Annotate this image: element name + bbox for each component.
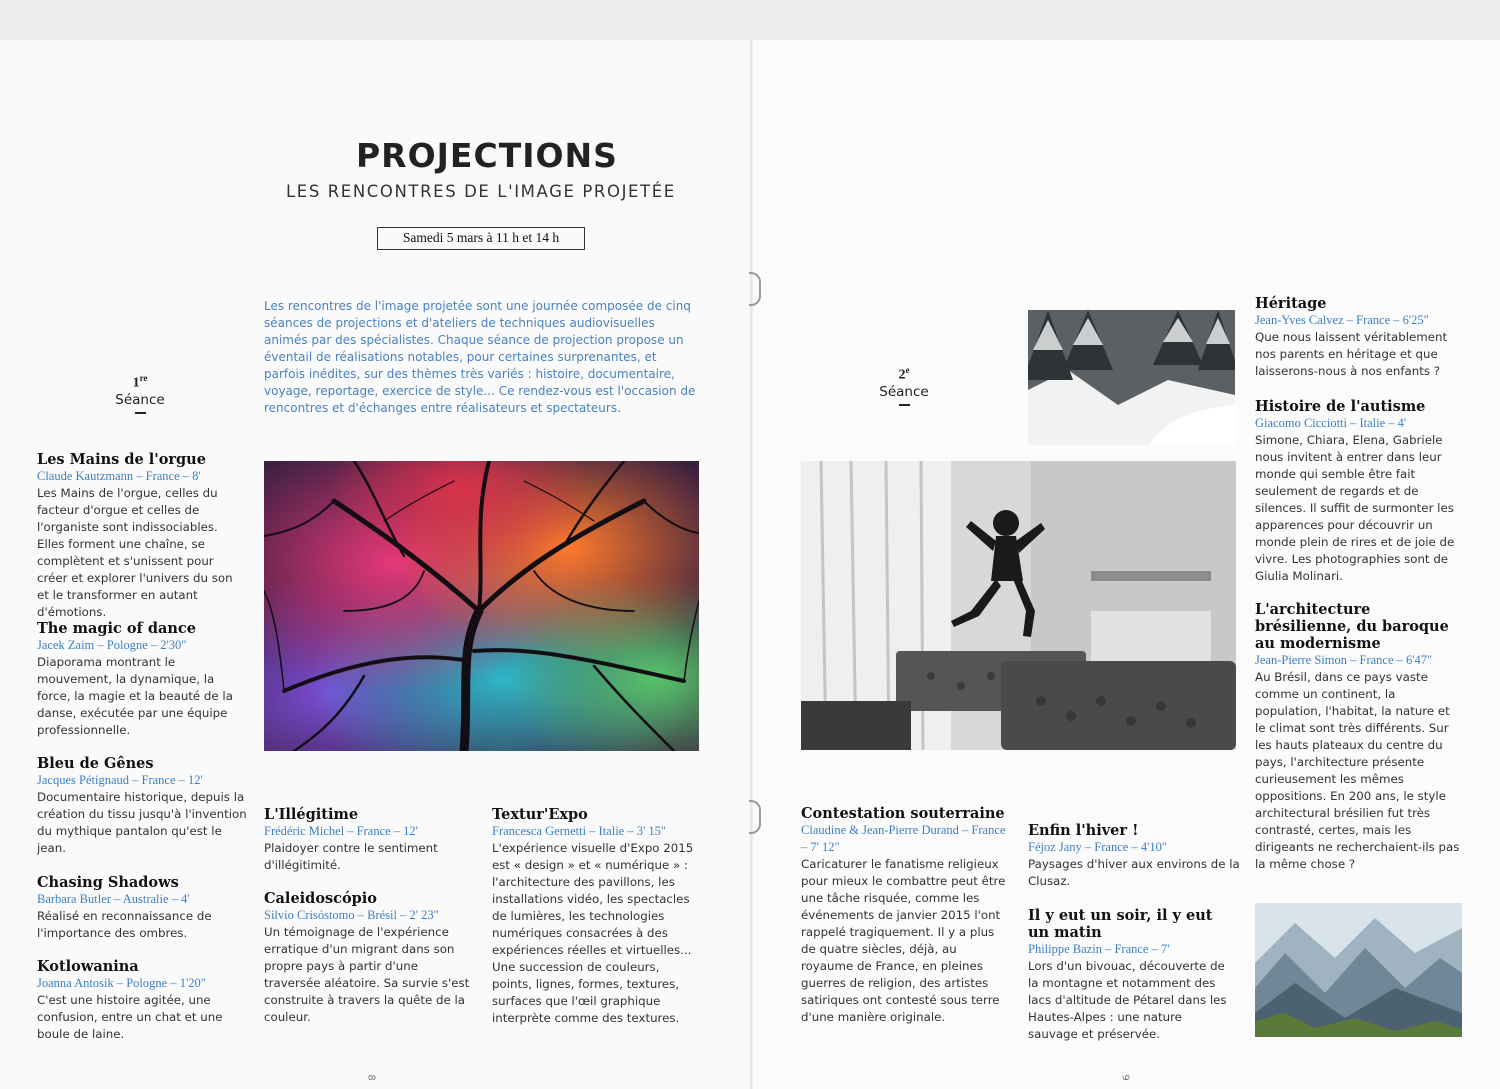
entry-credit: Jacek Zaim – Pologne – 2'30"	[37, 638, 187, 652]
mountain-valley-photo	[1255, 903, 1462, 1037]
entry-soir-matin	[1028, 907, 1233, 1043]
entry-description: Caricaturer le fanatisme religieux pour mieux le combattre peut être une tâche risquée, comme les événements de janvier 2015 l'ont rappelé tragiquement. Il y a plus de quatre siècles, déjà, au royaume de France, en pleines guerres de religion, des artistes satiriques ont contesté sous terre d'une manière originale.	[801, 857, 1006, 1024]
page-number-right: 9	[1119, 1074, 1131, 1081]
entry-heritage	[1255, 295, 1465, 380]
entry-description: L'expérience visuelle d'Expo 2015 est « design » et « numérique » : l'architecture des pavillons, les installations vidéo, les spectacles de lumières, les technologies numériques consacrées à des expériences réelles et virtuelles... Une succession de couleurs, points, lignes, formes, textures, surfaces que l'œil graphique interprète comme des textures.	[492, 841, 694, 1025]
entry-credit: Claudine & Jean-Pierre Durand – France – 7' 12"	[801, 823, 1006, 854]
entry-description: Diaporama montrant le mouvement, la dynamique, la force, la magie et la beauté de la danse, exécutée par une équipe professionnelle.	[37, 655, 233, 737]
entry-title: Chasing Shadows	[37, 874, 179, 891]
entry-mains-orgue	[37, 451, 247, 621]
snowy-forest-photo	[1028, 310, 1235, 445]
entry-title: Enfin l'hiver !	[1028, 822, 1139, 839]
entry-title: Contestation souterraine	[801, 805, 1005, 822]
page-subtitle: LES RENCONTRES DE L'IMAGE PROJETÉE	[286, 182, 676, 201]
entry-title: The magic of dance	[37, 620, 196, 637]
entry-credit: Jean-Pierre Simon – France – 6'47"	[1255, 653, 1433, 667]
entry-description: Au Brésil, dans ce pays vaste comme un continent, la population, l'habitat, la nature et le climat sont très différents. Sur les hauts plateaux du centre du pays, l'architecture présente curieusement les mêmes oppositions. En 200 ans, le style architectural brésilien fut très contrasté, certes, mais les dirigeants ne recherchaient-ils pas la même chose ?	[1255, 670, 1460, 871]
entry-credit: Frédéric Michel – France – 12'	[264, 824, 418, 838]
entry-credit: Silvio Crisóstomo – Brésil – 2' 23"	[264, 908, 439, 922]
scan-top-strip	[0, 0, 1500, 42]
entry-title: Kotlowanina	[37, 958, 139, 975]
entry-bleu-genes	[37, 755, 247, 857]
entry-contestation	[801, 805, 1011, 1026]
entry-title: L'Illégitime	[264, 806, 359, 823]
seance-1-marker: 1re Séance	[104, 370, 176, 414]
staple-top	[749, 272, 761, 306]
colorful-tree-photo	[264, 461, 699, 751]
entry-title: L'architecture brésilienne, du baroque au modernisme	[1255, 601, 1449, 652]
entry-credit: Jean-Yves Calvez – France – 6'25"	[1255, 313, 1429, 327]
center-fold	[750, 40, 753, 1089]
entry-credit: Joanna Antosik – Pologne – 1'20"	[37, 976, 206, 990]
entry-enfin-hiver	[1028, 822, 1240, 890]
entry-description: Paysages d'hiver aux environs de la Clusaz.	[1028, 857, 1240, 888]
girl-jumping-photo	[801, 461, 1236, 750]
entry-credit: Jacques Pétignaud – France – 12'	[37, 773, 203, 787]
entry-description: Les Mains de l'orgue, celles du facteur d'orgue et celles de l'organiste sont indissociables. Elles forment une chaîne, se complètent et s'unissent pour créer et explorer l'univers du son et le transformer en autant d'émotions.	[37, 486, 233, 619]
entry-title: Textur'Expo	[492, 806, 588, 823]
entry-magic-dance	[37, 620, 247, 739]
entry-illegitime	[264, 806, 476, 874]
entry-description: Réalisé en reconnaissance de l'importance des ombres.	[37, 909, 212, 940]
intro-paragraph: Les rencontres de l'image projetée sont une journée composée de cinq séances de projections et d'ateliers de techniques audiovisuelles animés par des spécialistes. Chaque séance de projection propose un éventail de réalisations notables, pour certaines surprenantes, et parfois inédites, sur des thèmes très variés : histoire, documentaire, voyage, reportage, exercice de style... Ce rendez-vous est l'occasion de rencontres et d'échanges entre réalisateurs et spectateurs.	[264, 299, 696, 415]
entry-description: Simone, Chiara, Elena, Gabriele nous invitent à entrer dans leur monde qui semble être fait seulement de regards et de silences. Il suffit de surmonter les apparences pour découvrir un monde plein de rires et de joie de vivre. Les photographies sont de Giulia Molinari.	[1255, 433, 1455, 583]
entry-description: Lors d'un bivouac, découverte de la montagne et notamment des lacs d'altitude de Pétarel dans les Hautes-Alpes : une nature sauvage et préservée.	[1028, 959, 1227, 1041]
entry-description: Que nous laissent véritablement nos parents en héritage et que laisserons-nous à nos enfants ?	[1255, 330, 1448, 378]
entry-title: Il y eut un soir, il y eut un matin	[1028, 907, 1213, 941]
entry-title: Les Mains de l'orgue	[37, 451, 206, 468]
page-title: PROJECTIONS	[356, 136, 618, 175]
entry-description: Un témoignage de l'expérience erratique d'un migrant dans son propre pays à partir d'une traversée aléatoire. Sa survie s'est construite à travers la quête de la couleur.	[264, 925, 470, 1024]
entry-title: Héritage	[1255, 295, 1327, 312]
entry-description: C'est une histoire agitée, une confusion, entre un chat et une boule de laine.	[37, 993, 223, 1041]
entry-title: Caleidoscópio	[264, 890, 377, 907]
entry-credit: Barbara Butler – Australie – 4'	[37, 892, 190, 906]
entry-histoire-autisme	[1255, 398, 1465, 585]
staple-bottom	[749, 800, 761, 834]
entry-credit: Giacomo Cicciotti – Italie – 4'	[1255, 416, 1407, 430]
entry-credit: Claude Kautzmann – France – 8'	[37, 469, 201, 483]
entry-description: Plaidoyer contre le sentiment d'illégitimité.	[264, 841, 438, 872]
entry-title: Histoire de l'autisme	[1255, 398, 1426, 415]
date-box: Samedi 5 mars à 11 h et 14 h	[377, 227, 585, 250]
entry-credit: Philippe Bazin – France – 7'	[1028, 942, 1170, 956]
entry-texturexpo	[492, 806, 700, 1027]
entry-chasing-shadows	[37, 874, 247, 942]
entry-description: Documentaire historique, depuis la création du tissu jusqu'à l'invention du mythique pantalon qu'est le jean.	[37, 790, 247, 855]
entry-kotlowanina	[37, 958, 247, 1043]
entry-architecture-bresilienne	[1255, 601, 1463, 873]
page-number-left: 8	[365, 1074, 377, 1081]
entry-credit: Francesca Gernetti – Italie – 3' 15"	[492, 824, 666, 838]
seance-2-marker: 2e Séance	[868, 362, 940, 406]
entry-credit: Féjoz Jany – France – 4'10"	[1028, 840, 1167, 854]
entry-title: Bleu de Gênes	[37, 755, 154, 772]
entry-caleidoscopio	[264, 890, 476, 1026]
